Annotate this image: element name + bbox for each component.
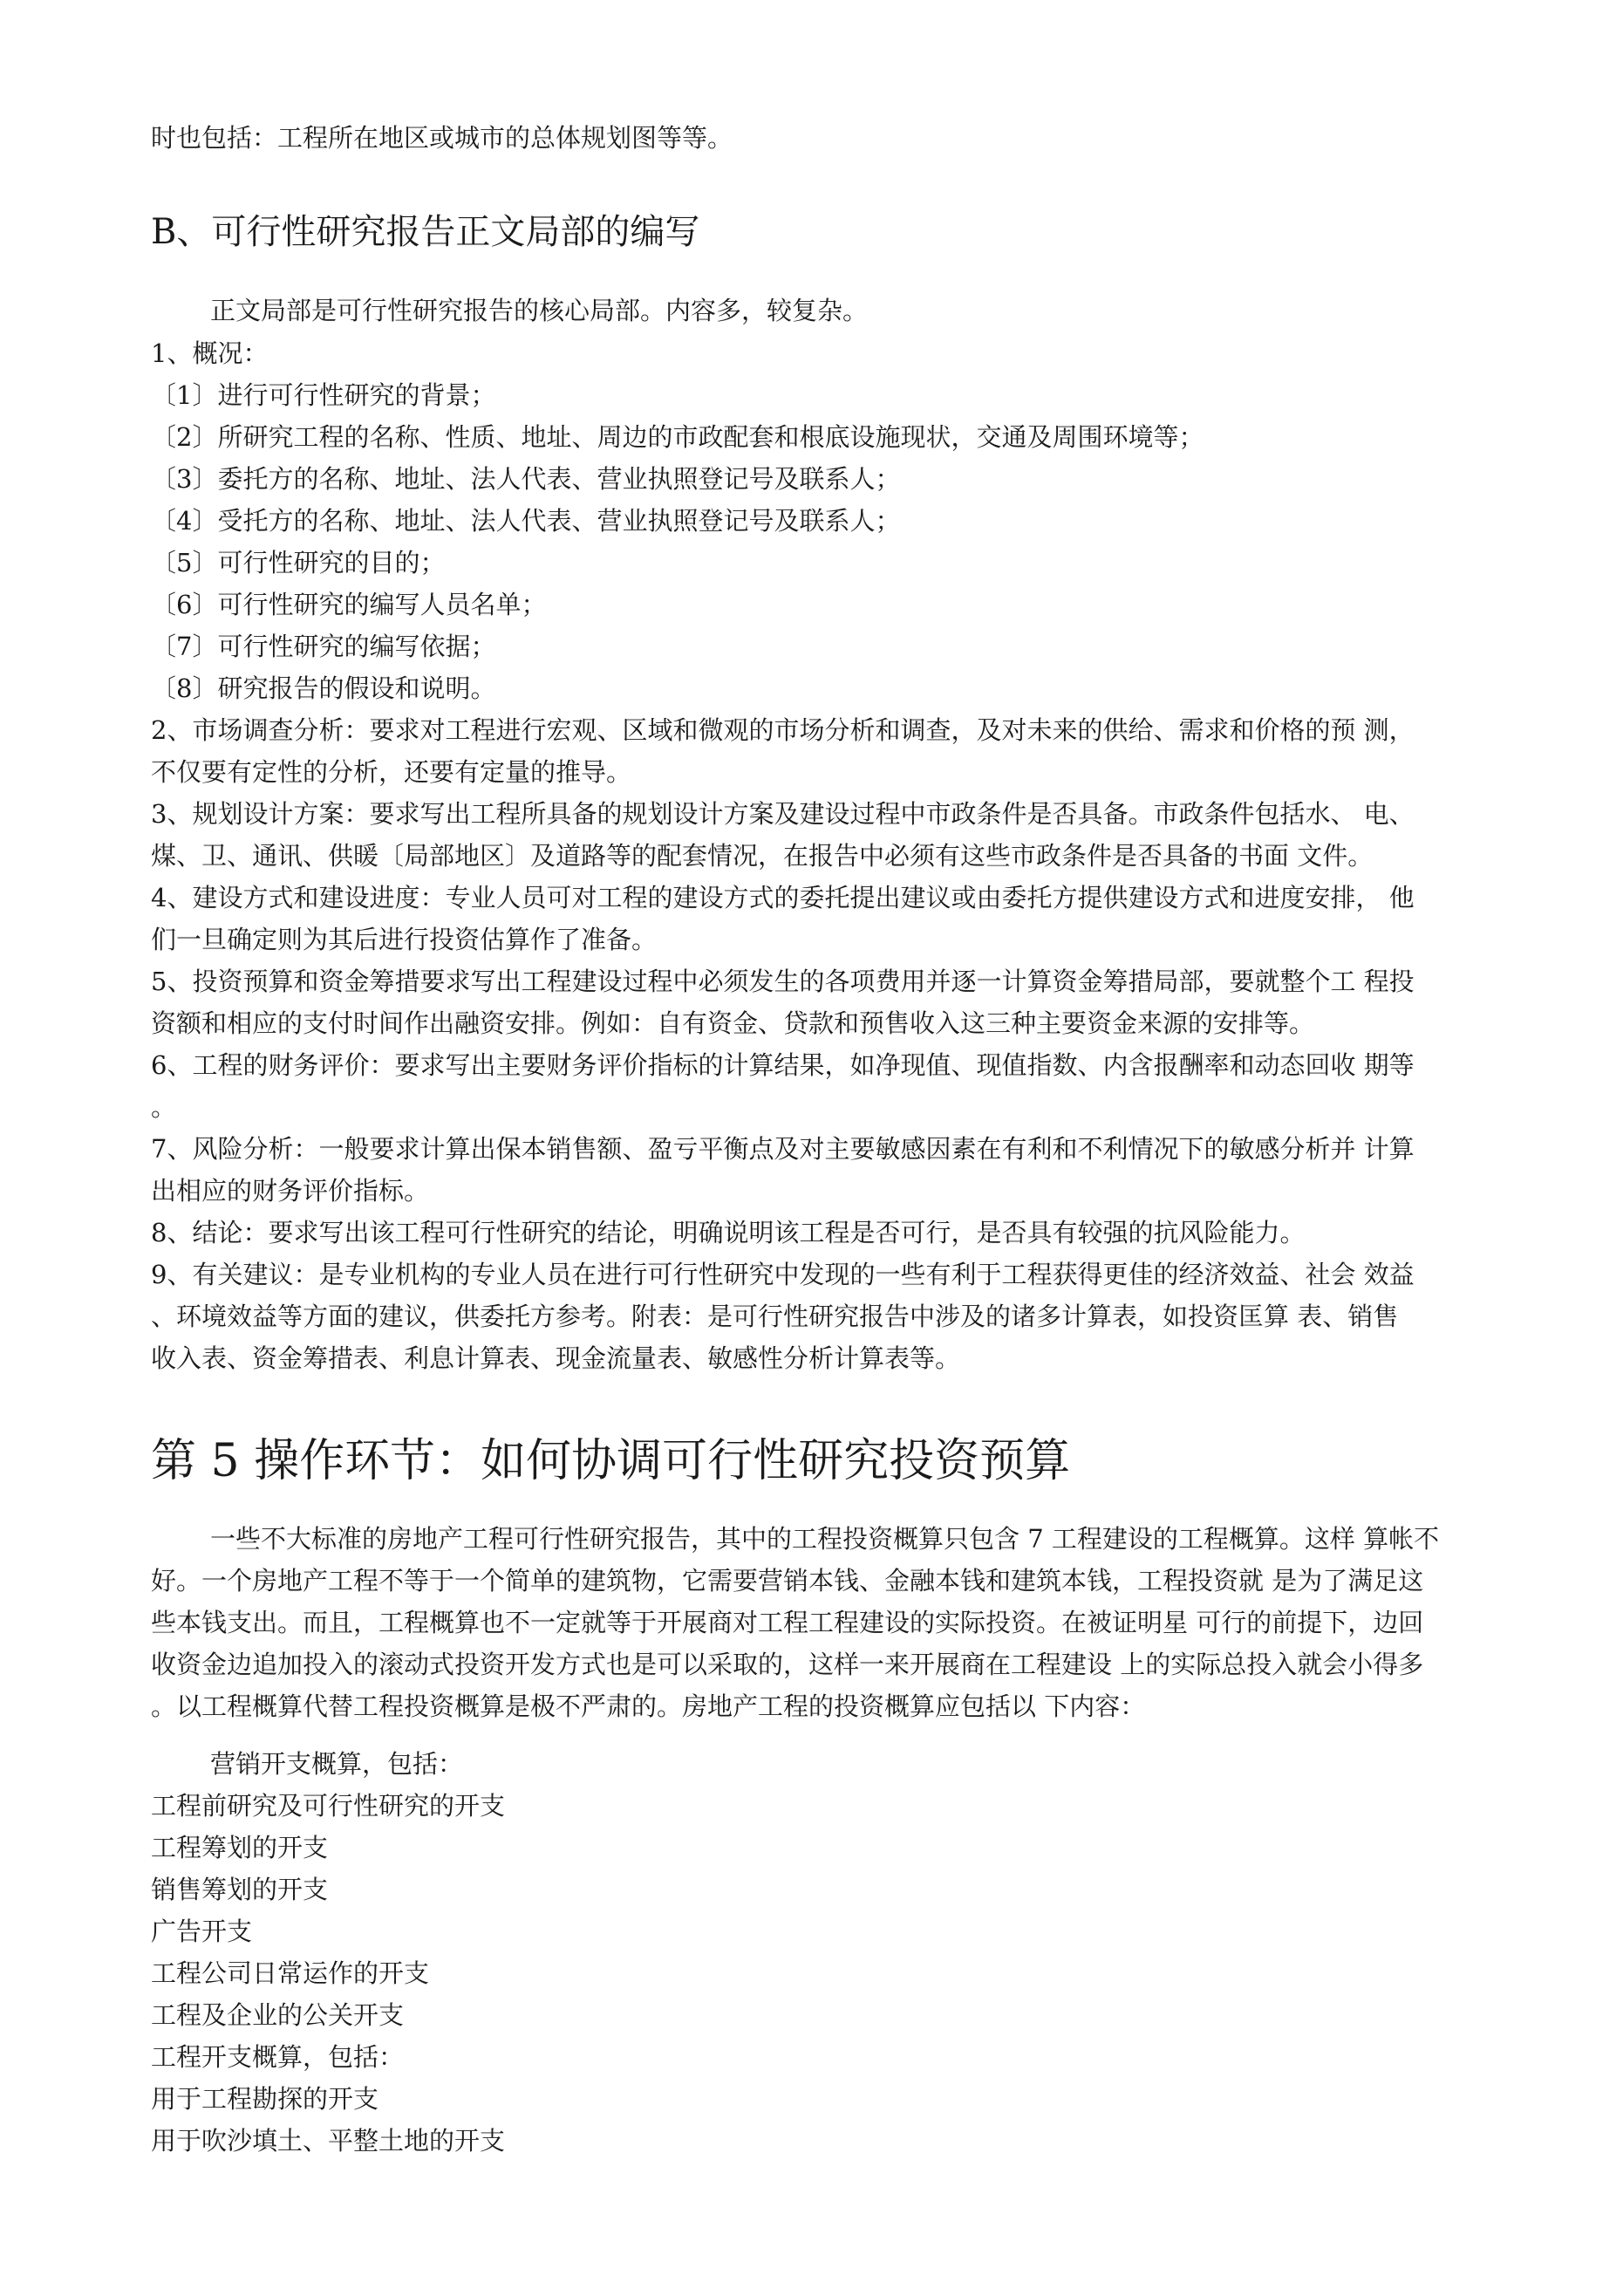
section-5-paragraph-line: 一些不大标准的房地产工程可行性研究报告，其中的工程投资概算只包含 7 工程建设的工程概算。这样 算帐不 <box>210 1524 1440 1554</box>
list-item: 工程公司日常运作的开支 <box>151 1958 430 1988</box>
body-text-line: 们一旦确定则为其后进行投资估算作了准备。 <box>151 925 658 954</box>
overview-sub-item: 〔4〕受托方的名称、地址、法人代表、营业执照登记号及联系人； <box>151 506 901 536</box>
list-item: 销售筹划的开支 <box>151 1875 329 1904</box>
section-5-paragraph-line: 些本钱支出。而且，工程概算也不一定就等于开展商对工程工程建设的实际投资。在被证明星 可行的前提下，边回 <box>151 1608 1424 1637</box>
body-text-line: 2、市场调查分析：要求对工程进行宏观、区域和微观的市场分析和调查，及对未来的供给、需求和价格的预 测， <box>151 715 1415 745</box>
body-text-line: 9、有关建议：是专业机构的专业人员在进行可行性研究中发现的一些有利于工程获得更佳的经济效益、社会 效益 <box>151 1260 1415 1289</box>
overview-sub-item: 〔8〕研究报告的假设和说明。 <box>151 673 496 703</box>
section-5-paragraph-line: 收资金边追加投入的滚动式投资开发方式也是可以采取的，这样一来开展商在工程建设 上的实际总投入就会小得多 <box>151 1650 1424 1679</box>
overview-sub-item: 〔5〕可行性研究的目的； <box>151 548 446 577</box>
overview-sub-item: 〔3〕委托方的名称、地址、法人代表、营业执照登记号及联系人； <box>151 464 901 494</box>
body-text-line: 、环境效益等方面的建议，供委托方参考。附表：是可行性研究报告中涉及的诸多计算表，如投资匡算 表、销售 <box>151 1302 1399 1331</box>
section-5-heading: 第 5 操作环节：如何协调可行性研究投资预算 <box>151 1435 1071 1487</box>
list-item: 工程开支概算，包括： <box>151 2042 405 2072</box>
list-item: 广告开支 <box>151 1917 253 1946</box>
body-text-line: 出相应的财务评价指标。 <box>151 1176 430 1206</box>
section-b-heading: B、可行性研究报告正文局部的编写 <box>151 212 700 252</box>
body-text-line: 6、工程的财务评价：要求写出主要财务评价指标的计算结果，如净现值、现值指数、内含报酬率和动态回收 期等 <box>151 1050 1415 1080</box>
section-b-intro: 正文局部是可行性研究报告的核心局部。内容多，较复杂。 <box>210 296 869 325</box>
body-text-line: 8、结论：要求写出该工程可行性研究的结论，明确说明该工程是否可行，是否具有较强的抗风险能力。 <box>151 1218 1306 1247</box>
body-text-line: 4、建设方式和建设进度：专业人员可对工程的建设方式的委托提出建议或由委托方提供建设方式和进度安排， 他 <box>151 883 1415 912</box>
continued-paragraph-line: 时也包括：工程所在地区或城市的总体规划图等等。 <box>151 123 733 153</box>
overview-sub-item: 〔6〕可行性研究的编写人员名单； <box>151 590 547 619</box>
body-text-line: 煤、卫、通讯、供暖〔局部地区〕及道路等的配套情况，在报告中必须有这些市政条件是否具备的书面 文件。 <box>151 841 1374 871</box>
list-item: 工程前研究及可行性研究的开支 <box>151 1791 506 1821</box>
body-text-line: 资额和相应的支付时间作出融资安排。例如：自有资金、贷款和预售收入这三种主要资金来源的安排等。 <box>151 1008 1315 1038</box>
section-5-paragraph-line: 好。一个房地产工程不等于一个简单的建筑物，它需要营销本钱、金融本钱和建筑本钱，工程投资就 是为了满足这 <box>151 1566 1424 1596</box>
section-5-paragraph-line: 。以工程概算代替工程投资概算是极不严肃的。房地产工程的投资概算应包括以 下内容： <box>151 1691 1146 1721</box>
list-item: 用于吹沙填土、平整土地的开支 <box>151 2126 506 2156</box>
body-text-line: 。 <box>151 1092 177 1122</box>
overview-sub-item: 〔2〕所研究工程的名称、性质、地址、周边的市政配套和根底设施现状，交通及周围环境等； <box>151 422 1204 452</box>
list-item: 工程筹划的开支 <box>151 1833 329 1862</box>
body-text-line: 7、风险分析：一般要求计算出保本销售额、盈亏平衡点及对主要敏感因素在有利和不利情况下的敏感分析并 计算 <box>151 1134 1415 1164</box>
overview-sub-item: 〔1〕进行可行性研究的背景； <box>151 380 496 410</box>
body-text-line: 3、规划设计方案：要求写出工程所具备的规划设计方案及建设过程中市政条件是否具备。市政条件包括水、 电、 <box>151 799 1415 829</box>
overview-item-title: 1、概况： <box>151 338 269 368</box>
overview-sub-item: 〔7〕可行性研究的编写依据； <box>151 632 496 661</box>
list-item: 工程及企业的公关开支 <box>151 2000 405 2030</box>
list-item: 用于工程勘探的开支 <box>151 2084 379 2114</box>
body-text-line: 5、投资预算和资金筹措要求写出工程建设过程中必须发生的各项费用并逐一计算资金筹措局部，要就整个工 程投 <box>151 967 1415 996</box>
body-text-line: 收入表、资金筹措表、利息计算表、现金流量表、敏感性分析计算表等。 <box>151 1343 961 1373</box>
body-text-line: 不仅要有定性的分析，还要有定量的推导。 <box>151 757 632 787</box>
marketing-intro: 营销开支概算，包括： <box>210 1749 464 1779</box>
